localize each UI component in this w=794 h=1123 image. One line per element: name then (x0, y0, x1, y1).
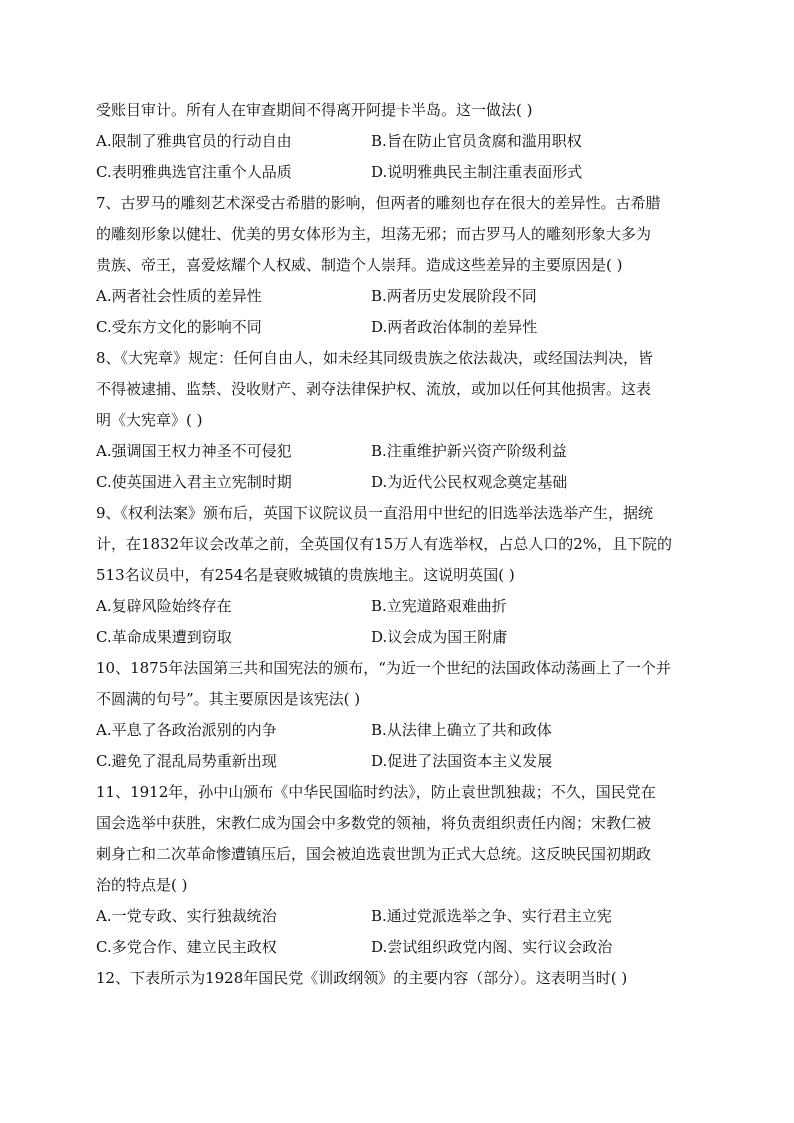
option-d: D.两者政治体制的差异性 (371, 318, 538, 336)
option-d: D.为近代公民权观念奠定基础 (371, 473, 568, 491)
question-7 (96, 188, 698, 343)
option-b: B.两者历史发展阶段不同 (371, 287, 537, 305)
exam-content (96, 95, 698, 994)
option-c: C.表明雅典选官注重个人品质 (96, 163, 292, 181)
options-row (96, 746, 698, 777)
question-9 (96, 498, 698, 653)
question-stem-line: 12、下表所示为1928年国民党《训政纲领》的主要内容（部分）。这表明当时( ) (96, 969, 628, 987)
question-stem-line: 11、1912年，孙中山颁布《中华民国临时约法》，防止袁世凯独裁；不久，国民党在 (96, 783, 656, 801)
options-row (96, 436, 698, 467)
option-d: D.议会成为国王附庸 (371, 628, 508, 646)
options-row (96, 932, 698, 963)
option-b: B.从法律上确立了共和政体 (371, 721, 552, 739)
options-row (96, 591, 698, 622)
question-stem-line: 不圆满的句号”。其主要原因是该宪法( ) (96, 690, 361, 708)
question-12 (96, 963, 698, 994)
option-d: D.促进了法国资本主义发展 (371, 752, 553, 770)
options-row (96, 467, 698, 498)
option-d: D.尝试组织政党内阁、实行议会政治 (371, 938, 613, 956)
question-stem-line: 计，在1832年议会改革之前，全英国仅有15万人有选举权，占总人口的2%，且下院的 (96, 535, 673, 553)
options-row (96, 281, 698, 312)
question-stem-line: 受账目审计。所有人在审查期间不得离开阿提卡半岛。这一做法( ) (96, 101, 533, 119)
question-10 (96, 653, 698, 777)
options-row (96, 715, 698, 746)
question-stem-line: 刺身亡和二次革命惨遭镇压后，国会被迫选袁世凯为正式大总统。这反映民国初期政 (96, 845, 652, 863)
option-a: A.限制了雅典官员的行动自由 (96, 132, 292, 150)
question-stem-line: 513名议员中，有254名是衰败城镇的贵族地主。这说明英国( ) (96, 566, 515, 584)
question-stem-line: 不得被逮捕、监禁、没收财产、剥夺法律保护权、流放，或加以任何其他损害。这表 (96, 380, 652, 398)
option-c: C.避免了混乱局势重新出现 (96, 752, 277, 770)
option-a: A.强调国王权力神圣不可侵犯 (96, 442, 292, 460)
question-stem-line: 国会选举中获胜，宋教仁成为国会中多数党的领袖，将负责组织责任内阁；宋教仁被 (96, 814, 652, 832)
options-row (96, 901, 698, 932)
question-stem-line: 10、1875年法国第三共和国宪法的颁布，“为近一个世纪的法国政体动荡画上了一个并 (96, 659, 671, 677)
question-stem-line: 8、《大宪章》规定：任何自由人，如未经其同级贵族之依法裁决，或经国法判决，皆 (96, 349, 654, 367)
question-stem-line: 贵族、帝王，喜爱炫耀个人权威、制造个人崇拜。造成这些差异的主要原因是( ) (96, 256, 623, 274)
option-d: D.说明雅典民主制注重表面形式 (371, 163, 583, 181)
question-11 (96, 777, 698, 963)
option-c: C.使英国进入君主立宪制时期 (96, 473, 292, 491)
option-c: C.受东方文化的影响不同 (96, 318, 262, 336)
option-a: A.平息了各政治派别的内争 (96, 721, 277, 739)
question-6 (96, 95, 698, 188)
question-8 (96, 343, 698, 498)
option-b: B.立宪道路艰难曲折 (371, 597, 507, 615)
option-c: C.多党合作、建立民主政权 (96, 938, 277, 956)
question-stem-line: 的雕刻形象以健壮、优美的男女体形为主，坦荡无邪；而古罗马人的雕刻形象大多为 (96, 225, 652, 243)
option-b: B.通过党派选举之争、实行君主立宪 (371, 907, 612, 925)
question-stem-line: 明《大宪章》( ) (96, 411, 203, 429)
options-row (96, 126, 698, 157)
options-row (96, 312, 698, 343)
options-row (96, 622, 698, 653)
options-row (96, 157, 698, 188)
question-stem-line: 治的特点是( ) (96, 876, 188, 894)
option-a: A.复辟风险始终存在 (96, 597, 232, 615)
option-a: A.两者社会性质的差异性 (96, 287, 262, 305)
option-a: A.一党专政、实行独裁统治 (96, 907, 277, 925)
question-stem-line: 9、《权利法案》颁布后，英国下议院议员一直沿用中世纪的旧选举法选举产生，据统 (96, 504, 654, 522)
option-c: C.革命成果遭到窃取 (96, 628, 232, 646)
question-stem-line: 7、古罗马的雕刻艺术深受古希腊的影响，但两者的雕刻也存在很大的差异性。古希腊 (96, 194, 661, 212)
option-b: B.旨在防止官员贪腐和滥用职权 (371, 132, 582, 150)
option-b: B.注重维护新兴资产阶级利益 (371, 442, 567, 460)
